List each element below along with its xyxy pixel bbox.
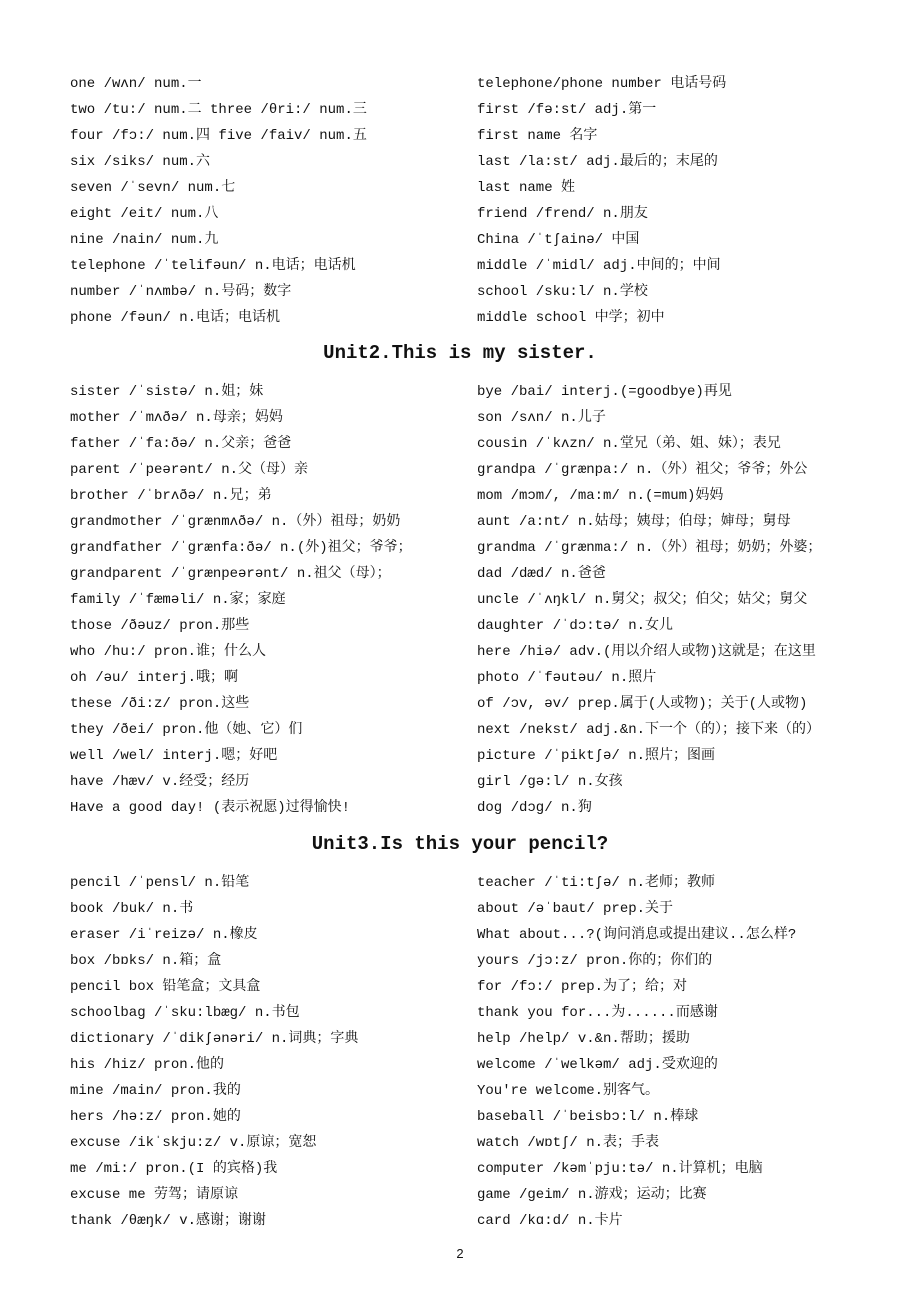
vocabulary-entry: grandparent /ˈgrænpeərənt/ n.祖父（母）； — [70, 566, 391, 582]
vocabulary-entry: telephone /ˈtelifəun/ n.电话；电话机 — [70, 258, 356, 274]
vocabulary-entry: middle /ˈmidl/ adj.中间的；中间 — [477, 258, 721, 274]
vocabulary-entry: me /mi:/ pron.(I 的宾格)我 — [70, 1161, 278, 1177]
page-number: 2 — [456, 1246, 464, 1261]
vocabulary-entry: seven /ˈsevn/ num.七 — [70, 180, 236, 196]
vocabulary-entry: first /fə:st/ adj.第一 — [477, 102, 657, 118]
vocabulary-entry: mine /main/ pron.我的 — [70, 1083, 241, 1099]
vocabulary-entry: dictionary /ˈdikʃənəri/ n.词典；字典 — [70, 1031, 359, 1047]
vocabulary-entry: You're welcome.别客气。 — [477, 1083, 660, 1099]
vocabulary-entry: grandma /ˈgrænma:/ n.（外）祖母；奶奶；外婆； — [477, 540, 822, 556]
vocabulary-entry: pencil box 铅笔盒；文具盒 — [70, 979, 261, 995]
vocabulary-entry: pencil /ˈpensl/ n.铅笔 — [70, 875, 250, 891]
unit3-left-column — [70, 870, 358, 1234]
vocabulary-entry: thank /θæŋk/ v.感谢；谢谢 — [70, 1213, 267, 1229]
vocabulary-entry: China /ˈtʃainə/ 中国 — [477, 232, 640, 248]
unit3-title: Unit3.Is this your pencil? — [311, 833, 609, 855]
vocabulary-entry: card /kɑ:d/ n.卡片 — [477, 1213, 623, 1229]
vocabulary-entry: of /ɔv, əv/ prep.属于(人或物)；关于(人或物) — [477, 696, 808, 712]
vocabulary-entry: two /tu:/ num.二 three /θri:/ num.三 — [70, 102, 367, 118]
unit2-left-column — [70, 379, 412, 821]
vocabulary-entry: parent /ˈpeərənt/ n.父（母）亲 — [70, 462, 309, 478]
vocabulary-entry: grandfather /ˈgrænfa:ðə/ n.(外)祖父；爷爷； — [70, 540, 412, 556]
vocabulary-entry: sister /ˈsistə/ n.姐；妹 — [70, 384, 264, 400]
vocabulary-entry: these /ði:z/ pron.这些 — [70, 696, 250, 712]
vocabulary-entry: father /ˈfa:ðə/ n.父亲；爸爸 — [70, 436, 292, 452]
vocabulary-entry: friend /frend/ n.朋友 — [477, 206, 648, 222]
vocabulary-entry: brother /ˈbrʌðə/ n.兄；弟 — [70, 488, 272, 504]
vocabulary-entry: next /nekst/ adj.&n.下一个（的）；接下来（的） — [477, 722, 821, 738]
vocabulary-entry: excuse /ikˈskju:z/ v.原谅；宽恕 — [70, 1135, 317, 1151]
vocabulary-entry: thank you for...为......而感谢 — [477, 1005, 718, 1021]
vocabulary-entry: school /sku:l/ n.学校 — [477, 284, 648, 300]
vocabulary-entry: first name 名字 — [477, 128, 598, 144]
vocabulary-entry: What about...?(询问消息或提出建议..怎么样? — [477, 927, 797, 943]
vocabulary-entry: middle school 中学；初中 — [477, 310, 665, 326]
vocabulary-entry: one /wʌn/ num.一 — [70, 76, 202, 92]
vocabulary-entry: yours /jɔ:z/ pron.你的；你们的 — [477, 953, 713, 969]
vocabulary-entry: family /ˈfæməli/ n.家；家庭 — [70, 592, 286, 608]
vocabulary-entry: four /fɔ:/ num.四 five /faiv/ num.五 — [70, 128, 367, 144]
vocabulary-entry: those /ðəuz/ pron.那些 — [70, 618, 250, 634]
vocabulary-entry: mother /ˈmʌðə/ n.母亲；妈妈 — [70, 410, 283, 426]
vocabulary-entry: box /bɒks/ n.箱；盒 — [70, 953, 222, 969]
vocabulary-entry: oh /əu/ interj.哦；啊 — [70, 670, 239, 686]
vocabulary-entry: number /ˈnʌmbə/ n.号码；数字 — [70, 284, 292, 300]
vocabulary-entry: bye /bai/ interj.(=goodbye)再见 — [477, 384, 732, 400]
vocabulary-entry: photo /ˈfəutəu/ n.照片 — [477, 670, 657, 686]
vocabulary-entry: they /ðei/ pron.他（她、它）们 — [70, 722, 303, 738]
vocabulary-entry: uncle /ˈʌŋkl/ n.舅父；叔父；伯父；姑父；舅父 — [477, 592, 808, 608]
vocabulary-entry: for /fɔ:/ prep.为了；给；对 — [477, 979, 688, 995]
vocabulary-entry: his /hiz/ pron.他的 — [70, 1057, 225, 1073]
vocabulary-entry: aunt /a:nt/ n.姑母；姨母；伯母；婶母；舅母 — [477, 514, 791, 530]
vocabulary-entry: six /siks/ num.六 — [70, 154, 211, 170]
vocabulary-entry: welcome /ˈwelkəm/ adj.受欢迎的 — [477, 1057, 718, 1073]
vocabulary-entry: hers /hə:z/ pron.她的 — [70, 1109, 241, 1125]
vocabulary-entry: baseball /ˈbeisbɔ:l/ n.棒球 — [477, 1109, 699, 1125]
vocabulary-entry: Have a good day! (表示祝愿)过得愉快! — [70, 800, 351, 816]
unit2-title: Unit2.This is my sister. — [323, 342, 597, 364]
unit1-right-column — [477, 71, 726, 331]
vocabulary-entry: schoolbag /ˈsku:lbæg/ n.书包 — [70, 1005, 300, 1021]
vocabulary-entry: phone /fəun/ n.电话；电话机 — [70, 310, 281, 326]
unit1-left-column — [70, 71, 367, 331]
unit3-right-column — [477, 870, 796, 1234]
vocabulary-entry: telephone/phone number 电话号码 — [477, 76, 727, 92]
vocabulary-entry: book /buk/ n.书 — [70, 901, 194, 917]
vocabulary-entry: mom /mɔm/, /ma:m/ n.(=mum)妈妈 — [477, 488, 724, 504]
vocabulary-entry: excuse me 劳驾；请原谅 — [70, 1187, 239, 1203]
vocabulary-entry: daughter /ˈdɔ:tə/ n.女儿 — [477, 618, 674, 634]
vocabulary-entry: watch /wɒtʃ/ n.表；手表 — [477, 1135, 660, 1151]
vocabulary-entry: girl /gə:l/ n.女孩 — [477, 774, 623, 790]
vocabulary-entry: dog /dɔg/ n.狗 — [477, 800, 592, 816]
vocabulary-entry: eight /eit/ num.八 — [70, 206, 219, 222]
vocabulary-entry: cousin /ˈkʌzn/ n.堂兄（弟、姐、妹）；表兄 — [477, 436, 781, 452]
vocabulary-entry: teacher /ˈti:tʃə/ n.老师；教师 — [477, 875, 716, 891]
vocabulary-entry: last /la:st/ adj.最后的；末尾的 — [477, 154, 718, 170]
vocabulary-entry: last name 姓 — [477, 180, 576, 196]
vocabulary-entry: dad /dæd/ n.爸爸 — [477, 566, 606, 582]
vocabulary-entry: computer /kəmˈpju:tə/ n.计算机；电脑 — [477, 1161, 763, 1177]
vocabulary-entry: game /geim/ n.游戏；运动；比赛 — [477, 1187, 707, 1203]
vocabulary-entry: nine /nain/ num.九 — [70, 232, 219, 248]
vocabulary-entry: who /hu:/ pron.谁；什么人 — [70, 644, 267, 660]
vocabulary-entry: son /sʌn/ n.儿子 — [477, 410, 606, 426]
unit2-right-column — [477, 379, 821, 821]
vocabulary-entry: here /hiə/ adv.(用以介绍人或物)这就是；在这里 — [477, 644, 816, 660]
vocabulary-entry: picture /ˈpiktʃə/ n.照片；图画 — [477, 748, 716, 764]
vocabulary-entry: grandmother /ˈgrænmʌðə/ n.（外）祖母；奶奶 — [70, 514, 401, 530]
vocabulary-entry: have /hæv/ v.经受；经历 — [70, 774, 250, 790]
vocabulary-entry: help /help/ v.&n.帮助；援助 — [477, 1031, 690, 1047]
vocabulary-entry: grandpa /ˈgrænpa:/ n.（外）祖父；爷爷；外公 — [477, 462, 808, 478]
vocabulary-entry: well /wel/ interj.嗯；好吧 — [70, 748, 278, 764]
vocabulary-entry: about /əˈbaut/ prep.关于 — [477, 901, 674, 917]
vocabulary-entry: eraser /iˈreizə/ n.橡皮 — [70, 927, 258, 943]
